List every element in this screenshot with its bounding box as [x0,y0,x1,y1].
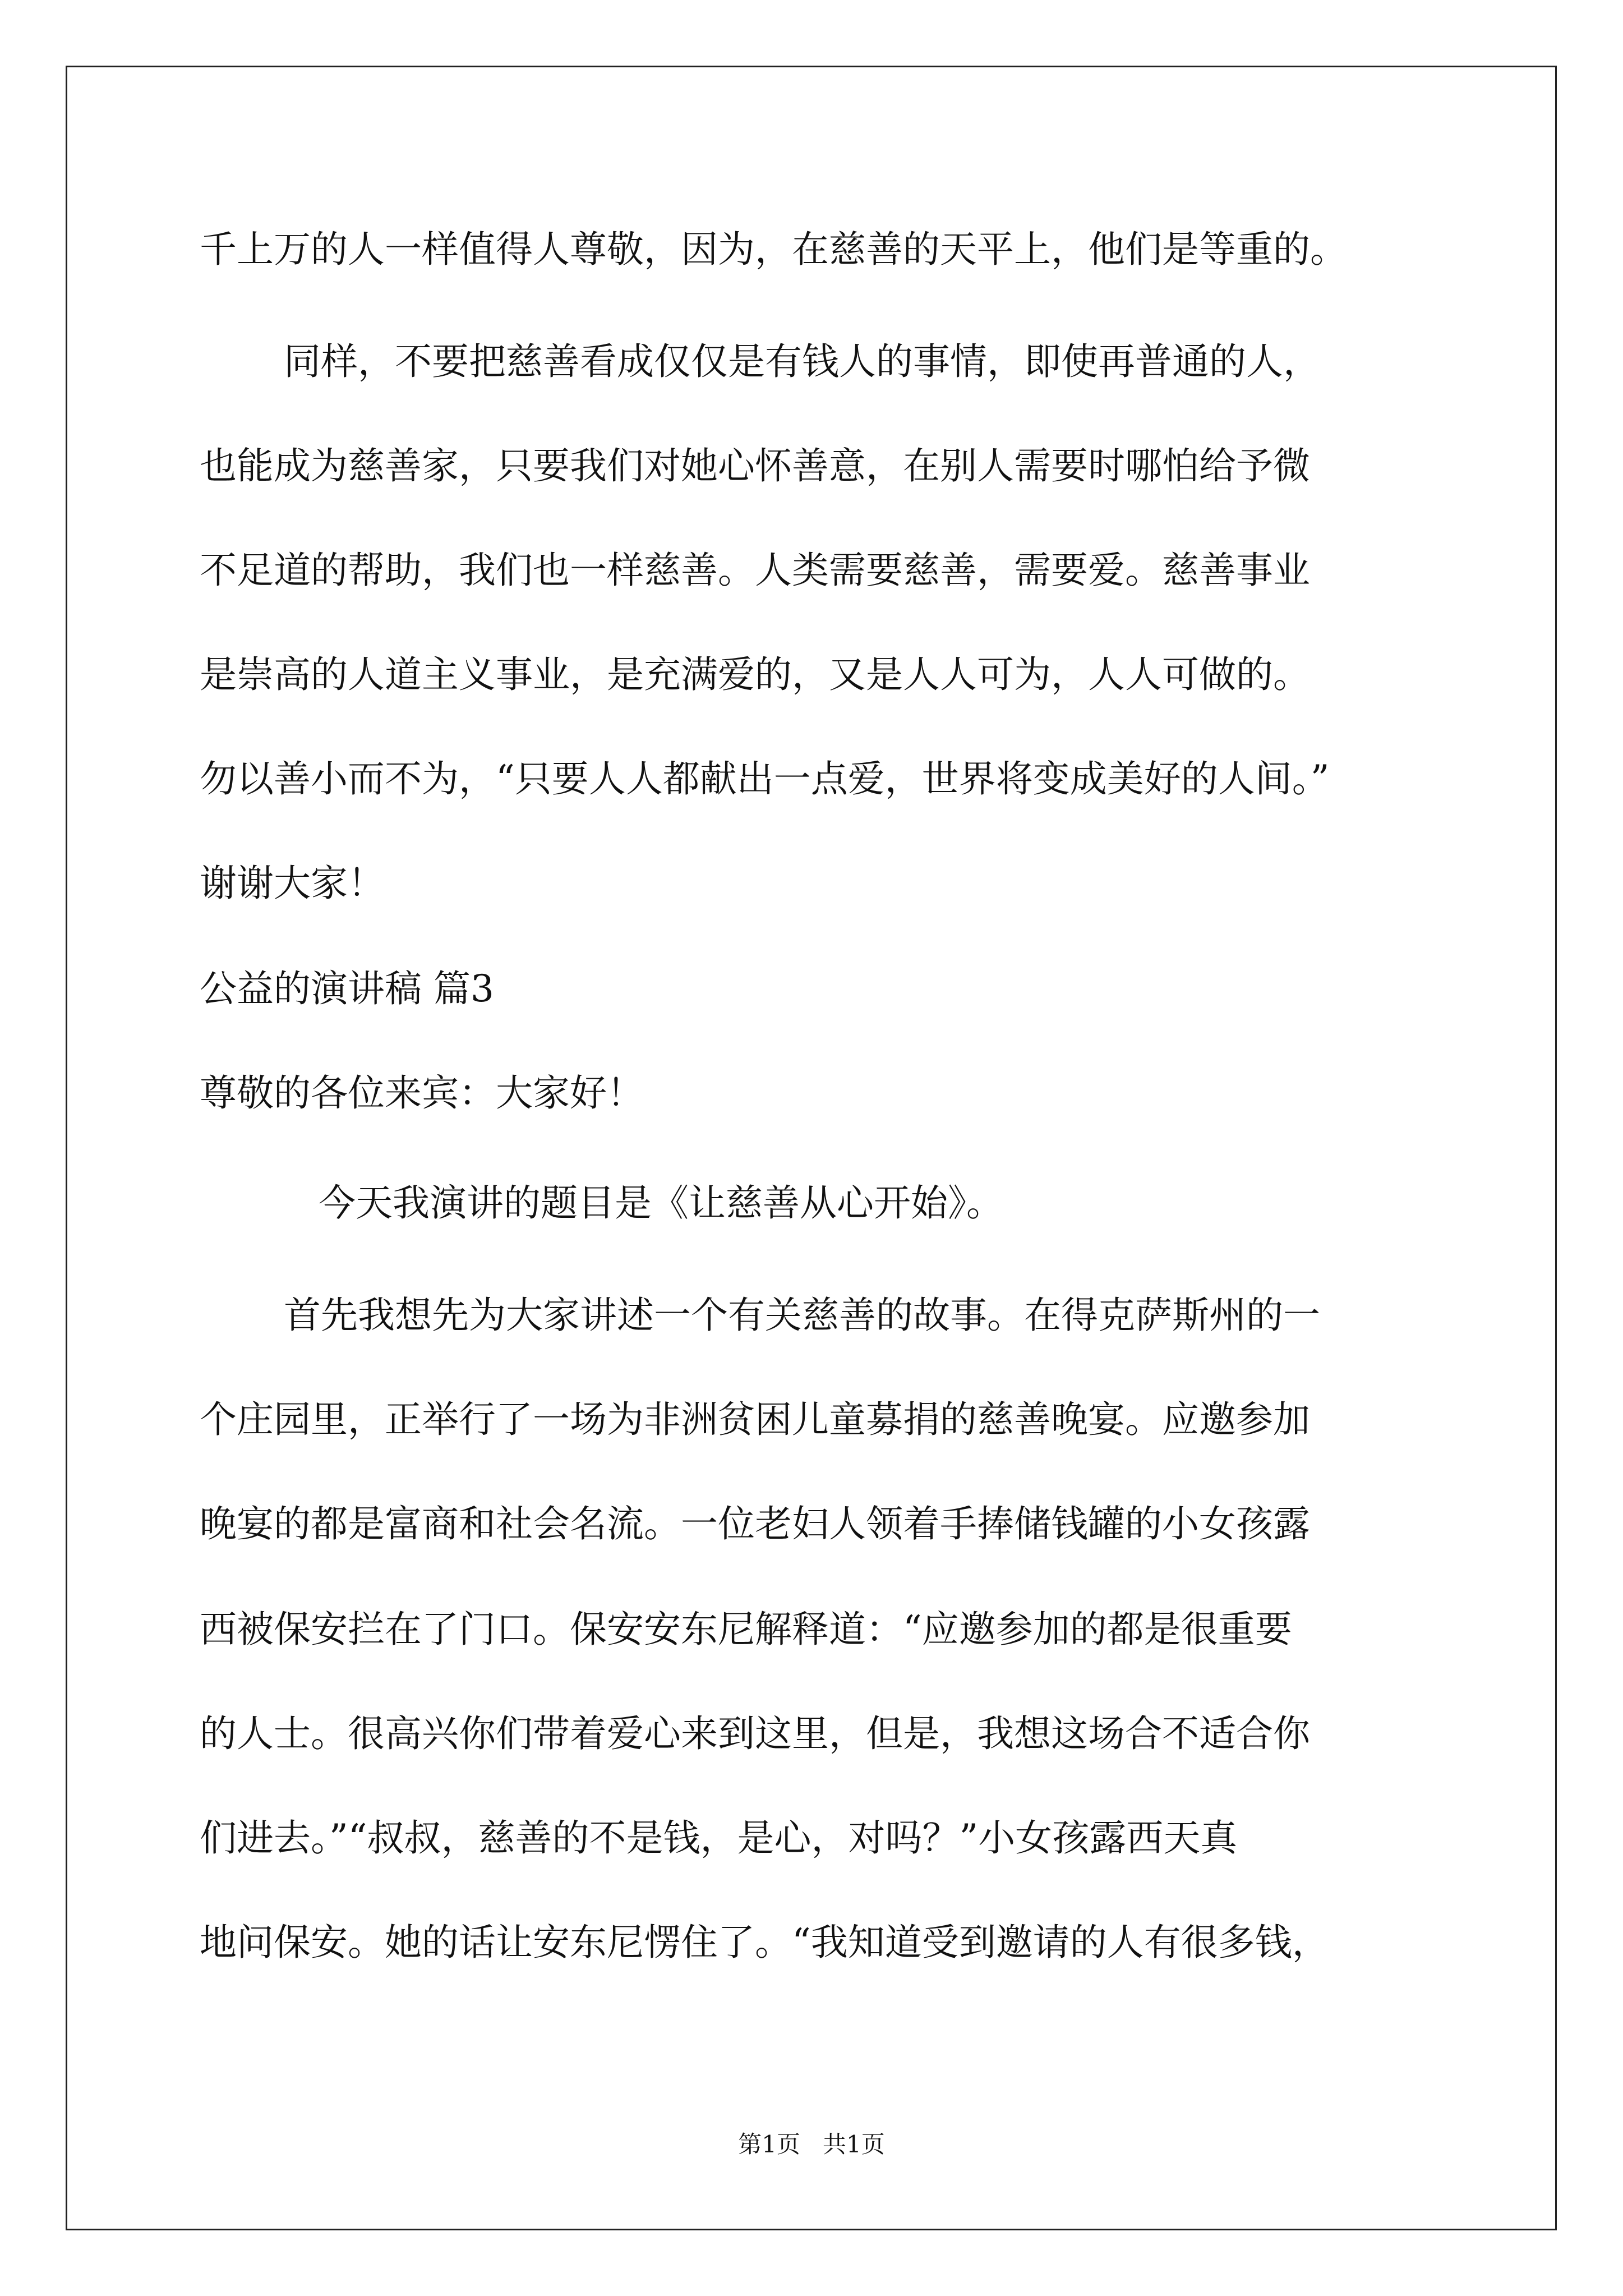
body-text-line: 今天我演讲的题目是《让慈善从心开始》。 [319,1181,1003,1225]
page-border [66,66,1557,2230]
body-text-line: 不足道的帮助，我们也一样慈善。人类需要慈善，需要爱。慈善事业 [200,549,1310,592]
body-text-line: 同样，不要把慈善看成仅仅是有钱人的事情，即使再普通的人， [284,340,1320,383]
body-text-line: 也能成为慈善家，只要我们对她心怀善意，在别人需要时哪怕给予微 [200,444,1310,487]
body-text-line: 的人士。很高兴你们带着爱心来到这里，但是，我想这场合不适合你 [200,1712,1310,1755]
body-text-line: 是崇高的人道主义事业，是充满爱的，又是人人可为，人人可做的。 [200,653,1310,696]
section-heading: 公益的演讲稿 篇3 [200,967,494,1010]
body-text-line: 地问保安。她的话让安东尼愣住了。“我知道受到邀请的人有很多钱， [200,1921,1329,1964]
salutation: 尊敬的各位来宾：大家好！ [200,1071,644,1115]
body-text-line: 西被保安拦在了门口。保安安东尼解释道：“应邀参加的都是很重要 [200,1608,1292,1651]
body-text-line: 们进去。”“叔叔，慈善的不是钱，是心，对吗？”小女孩露西天真 [200,1816,1238,1860]
page-number-footer: 第1页 共1页 [738,2131,885,2158]
body-text-line: 勿以善小而不为，“只要人人都献出一点爱，世界将变成美好的人间。” [200,757,1330,800]
body-text-line: 个庄园里，正举行了一场为非洲贫困儿童募捐的慈善晚宴。应邀参加 [200,1398,1310,1441]
body-text-line: 首先我想先为大家讲述一个有关慈善的故事。在得克萨斯州的一 [284,1294,1320,1337]
body-text-line: 千上万的人一样值得人尊敬，因为，在慈善的天平上，他们是等重的。 [200,228,1347,271]
body-text-line: 谢谢大家！ [200,862,385,905]
body-text-line: 晚宴的都是富商和社会名流。一位老妇人领着手捧储钱罐的小女孩露 [200,1502,1310,1545]
